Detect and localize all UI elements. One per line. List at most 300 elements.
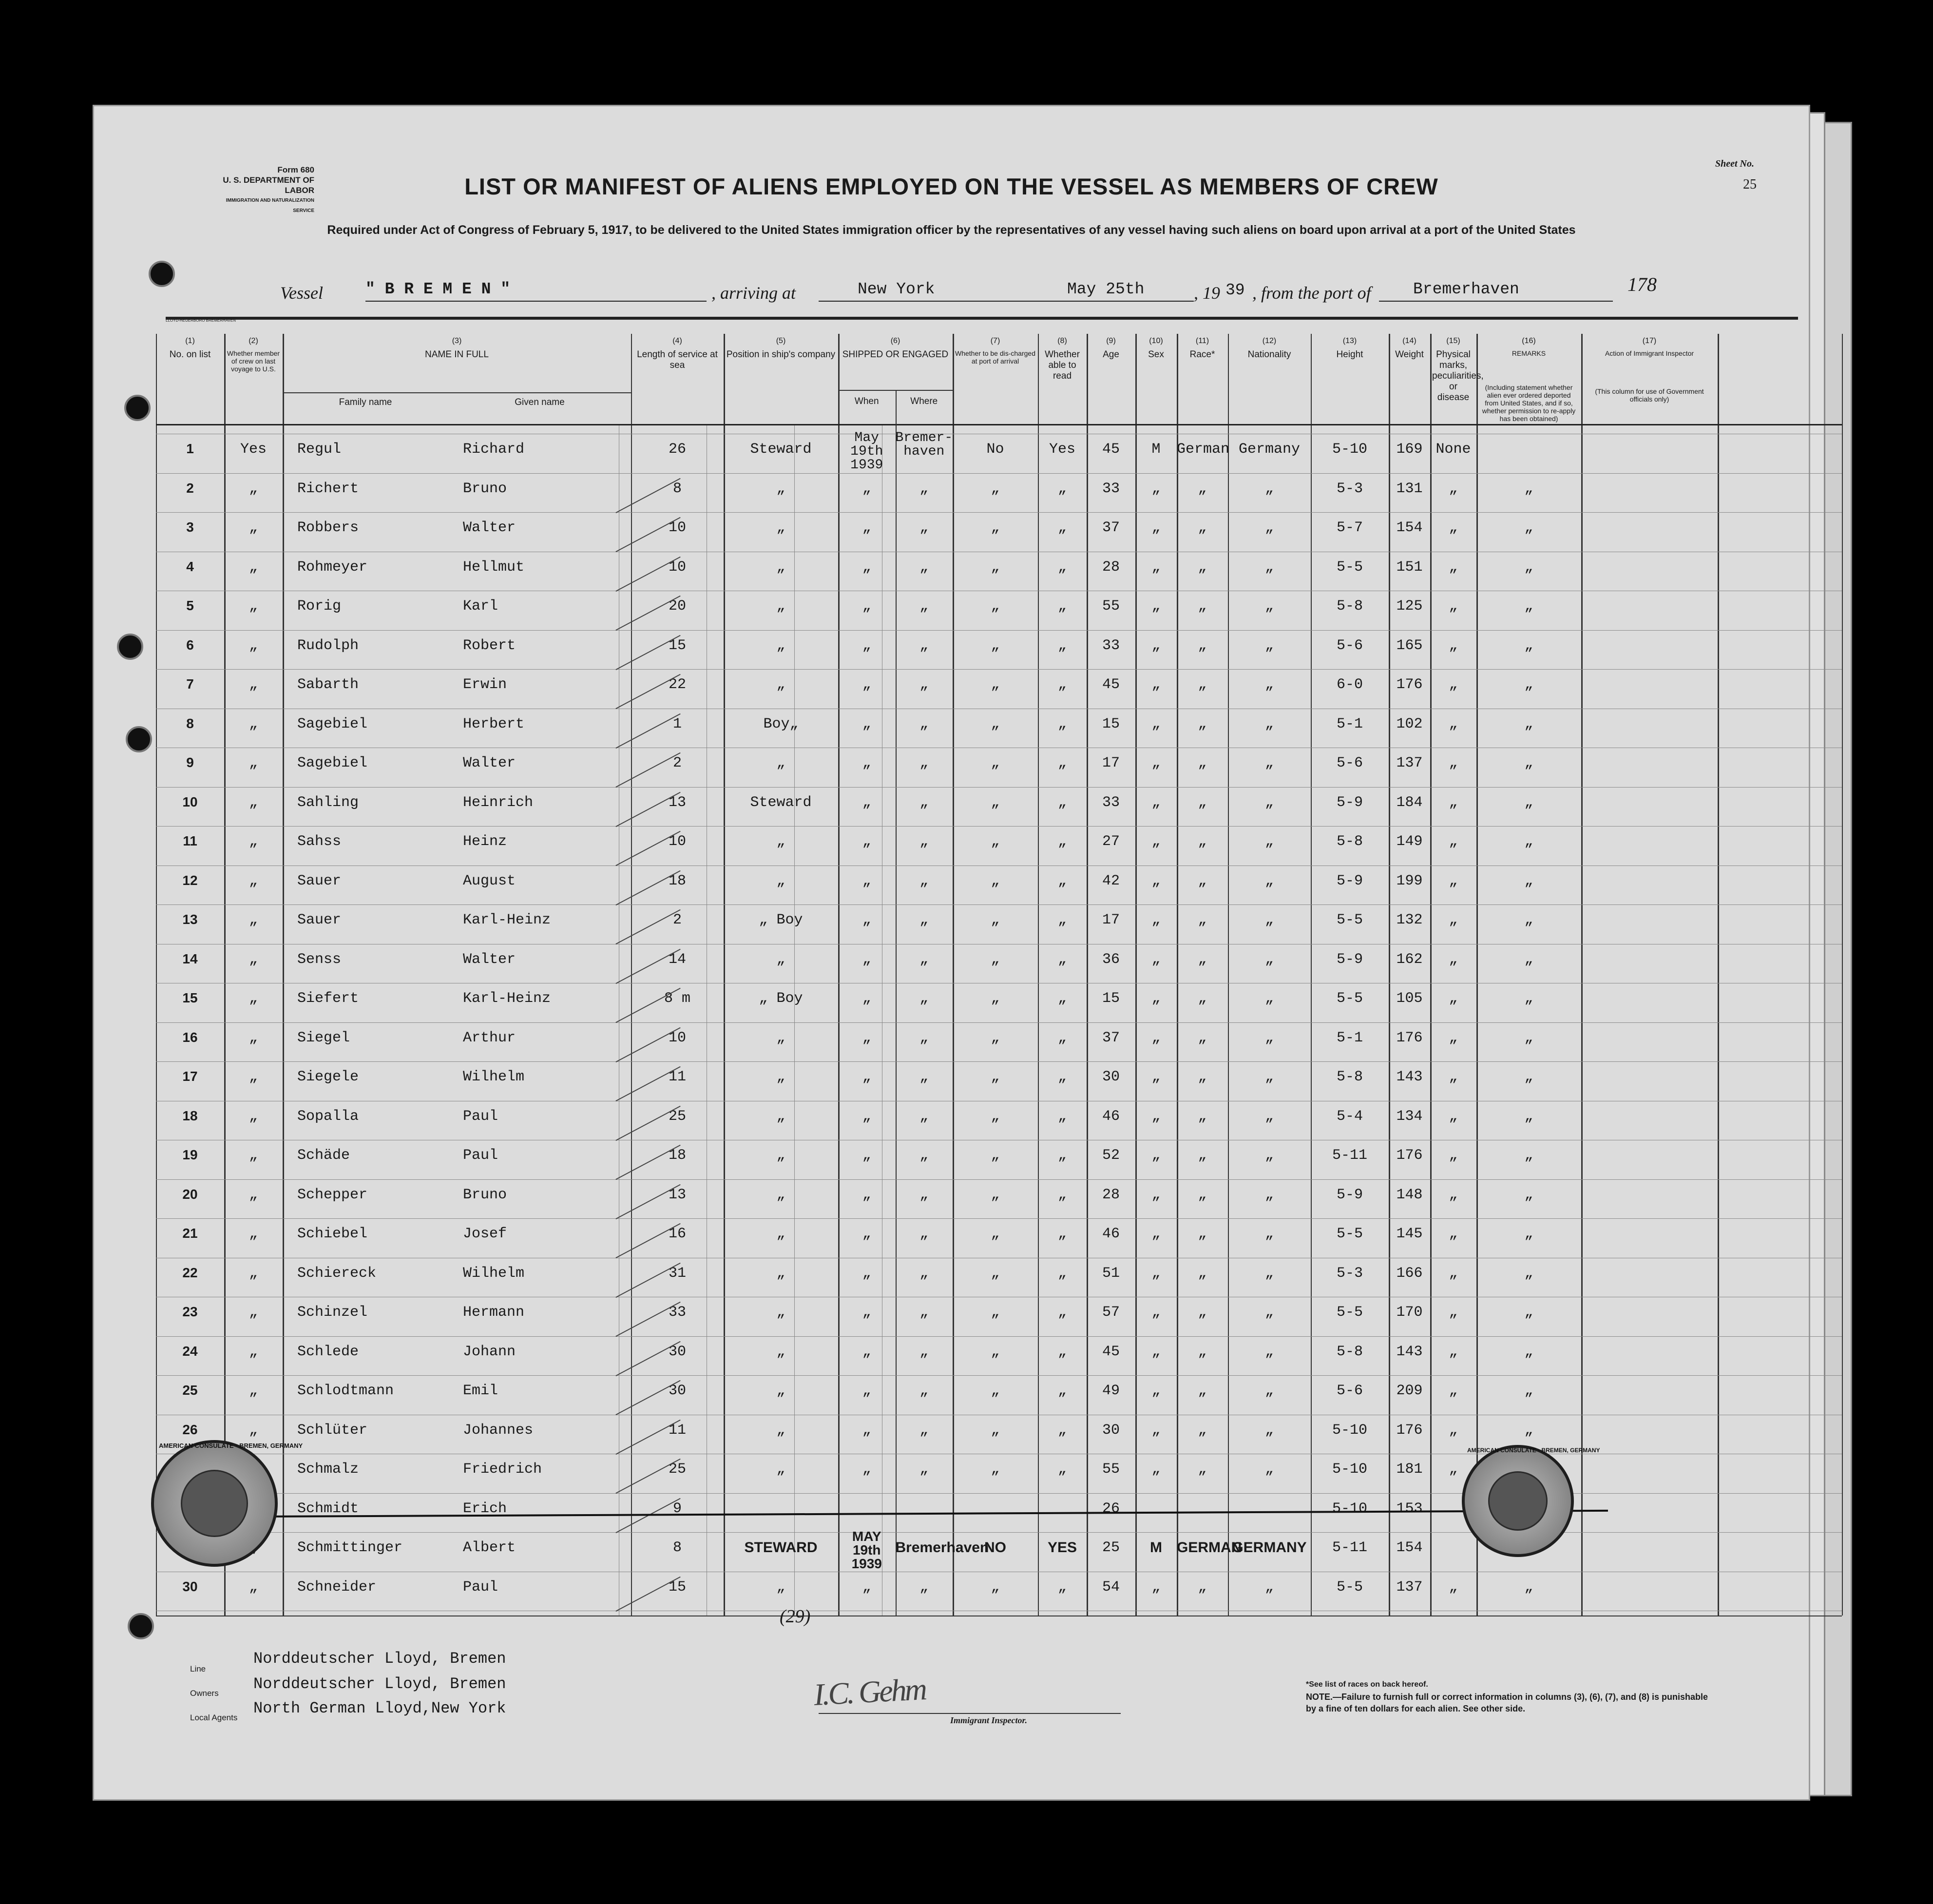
column-divider [1718,334,1719,1616]
cell-age: 42 [1102,872,1120,889]
cell-race: „ [1198,1578,1207,1596]
cell-read: „ [1057,951,1067,968]
cell-position: „ Boy [759,990,803,1007]
cell-prev: „ [249,1383,258,1399]
cell-race: „ [1198,1461,1207,1478]
cell-read: „ [1057,912,1067,928]
cell-prev: „ [249,833,258,850]
cell-where: „ [919,872,929,889]
cell-sex: „ [1151,637,1161,654]
cell-race: „ [1198,990,1207,1007]
cell-sex: „ [1151,1147,1161,1164]
column-number: (2) [249,337,258,345]
cell-where: „ [919,558,929,576]
column-number: (10) [1149,337,1163,345]
cell-sex: „ [1151,558,1161,576]
cell-race: „ [1198,558,1207,576]
cell-where: „ [919,912,929,928]
cell-when: „ [862,1422,871,1439]
line-label: Line [190,1664,206,1673]
cell-discharged: „ [991,558,1000,576]
cell-no: 16 [182,1029,198,1045]
cell-position: Boy„ [763,715,799,732]
row-rule [156,1218,1842,1219]
cell-when: „ [862,1343,871,1360]
cell-height: 5-8 [1336,833,1363,850]
cell-family: Schlede [297,1343,359,1360]
cell-height: 5-9 [1336,794,1363,811]
row-rule [156,1061,1842,1062]
cell-weight: 176 [1396,676,1423,693]
ship-emblem-icon [1488,1471,1548,1531]
cell-race: „ [1198,1147,1207,1164]
cell-no: 30 [182,1578,198,1594]
cell-family: Schlodtmann [297,1383,394,1399]
cell-discharged: „ [991,1461,1000,1478]
cell-weight: 102 [1396,715,1423,732]
cell-weight: 137 [1396,1578,1423,1596]
cell-remarks: „ [1524,1226,1533,1242]
cell-given: Karl-Heinz [463,990,551,1007]
cell-marks: „ [1449,872,1458,889]
cell-discharged: „ [991,1422,1000,1439]
cell-position: „ [776,598,785,615]
cell-age: 17 [1102,912,1120,928]
owners-label: Owners [190,1689,219,1698]
cell-position: „ [776,1029,785,1046]
cell-given: Erich [463,1500,507,1517]
cell-race: „ [1198,755,1207,771]
cell-sex: „ [1151,1304,1161,1321]
cell-marks: „ [1449,755,1458,771]
cell-height: 5-4 [1336,1108,1363,1125]
cell-read: „ [1057,1147,1067,1164]
cell-no: 2 [186,480,194,496]
cell-remarks: „ [1524,1147,1533,1164]
cell-marks: „ [1449,794,1458,811]
cell-service: 15 [668,1578,686,1596]
cell-where: „ [919,637,929,654]
cell-marks: None [1435,441,1471,458]
cell-weight: 131 [1396,480,1423,497]
cell-weight: 143 [1396,1069,1423,1085]
cell-when: „ [862,1029,871,1046]
cell-marks: „ [1449,1069,1458,1085]
cell-weight: 105 [1396,990,1423,1007]
cell-nationality: „ [1264,1461,1274,1478]
cell-family: Schiereck [297,1265,377,1282]
cell-prev: „ [249,519,258,536]
cell-when: „ [862,951,871,968]
cell-remarks: „ [1524,1422,1533,1439]
cell-where: „ [919,1029,929,1046]
sub-header: Family name [339,397,392,407]
cell-height: 5-3 [1336,1265,1363,1282]
cell-service: 31 [668,1265,686,1282]
cell-sex: „ [1151,1265,1161,1282]
cell-marks: „ [1449,637,1458,654]
cell-when: „ [862,715,871,732]
cell-prev: „ [249,1304,258,1321]
cell-age: 33 [1102,480,1120,497]
cell-age: 25 [1102,1539,1120,1556]
remarks-note: (Including statement whether alien ever ordered deported from United States, and if so, whether permission to re-apply has been obtained) [1482,384,1576,423]
cell-prev: „ [249,1226,258,1242]
cell-family: Schlüter [297,1422,368,1439]
cell-read: YES [1047,1539,1077,1556]
cell-prev: „ [249,1147,258,1164]
cell-service: 10 [668,558,686,576]
cell-discharged: „ [991,1029,1000,1046]
seal-left-text: AMERICAN CONSULATE · BREMEN, GERMANY [159,1442,303,1449]
cell-discharged: „ [991,755,1000,771]
cell-prev: „ [249,637,258,654]
cell-age: 55 [1102,598,1120,615]
column-number: (11) [1195,337,1209,345]
cell-discharged: „ [991,1383,1000,1399]
cell-weight: 148 [1396,1186,1423,1203]
cell-given: Arthur [463,1029,516,1046]
cell-read: „ [1057,519,1067,536]
vessel-line [93,273,1810,305]
cell-weight: 184 [1396,794,1423,811]
cell-marks: „ [1449,1304,1458,1321]
arriving-port: New York [819,280,1048,302]
cell-service: 9 [672,1500,682,1517]
cell-prev: Yes [240,441,267,458]
column-header: Height [1336,349,1363,360]
cell-height: 5-7 [1336,519,1363,536]
cell-position: „ [776,1304,785,1321]
cell-age: 26 [1102,1500,1120,1517]
crew-count-note: (29) [780,1606,811,1627]
cell-given: Karl [463,598,498,615]
cell-sex: „ [1151,676,1161,693]
cell-weight: 176 [1396,1422,1423,1439]
cell-race: „ [1198,1304,1207,1321]
column-header: Race* [1189,349,1215,360]
cell-given: Paul [463,1578,498,1596]
cell-prev: „ [249,480,258,497]
cell-age: 46 [1102,1226,1120,1242]
cell-weight: 137 [1396,755,1423,771]
cell-race: „ [1198,833,1207,850]
cell-race: „ [1198,676,1207,693]
cell-service: 8 [672,1539,682,1556]
cell-discharged: „ [991,912,1000,928]
cell-prev: „ [249,1029,258,1046]
cell-discharged: „ [991,872,1000,889]
cell-remarks: „ [1524,951,1533,968]
cell-given: Wilhelm [463,1265,525,1282]
cell-marks: „ [1449,1383,1458,1399]
cell-read: „ [1057,598,1067,615]
cell-height: 5-6 [1336,637,1363,654]
cell-position: „ [776,951,785,968]
cell-no: 22 [182,1265,198,1280]
cell-remarks: „ [1524,676,1533,693]
cell-marks: „ [1449,519,1458,536]
cell-height: 5-11 [1332,1539,1367,1556]
consulate-seal-left [151,1440,303,1567]
cell-nationality: „ [1264,676,1274,693]
sub-header: Given name [515,397,565,407]
cell-remarks: „ [1524,1304,1533,1321]
ship-line-label: LLOYD-HEUERBORO BREMERHAVEN [166,318,236,323]
cell-weight: 154 [1396,1539,1423,1556]
column-header: Action of Immigrant Inspector [1605,349,1694,357]
cell-marks: „ [1449,1186,1458,1203]
cell-given: Herbert [463,715,525,732]
cell-prev: „ [249,1108,258,1125]
cell-prev: „ [249,1422,258,1439]
cell-age: 51 [1102,1265,1120,1282]
cell-family: Sauer [297,872,342,889]
manifest-page [93,105,1810,1801]
cell-discharged: „ [991,1343,1000,1360]
cell-nationality: „ [1264,1108,1274,1125]
cell-when: „ [862,1186,871,1203]
cell-age: 27 [1102,833,1120,850]
cell-no: 20 [182,1186,198,1202]
cell-marks: „ [1449,990,1458,1007]
cell-remarks: „ [1524,1069,1533,1085]
cell-read: „ [1057,872,1067,889]
cell-race: „ [1198,1226,1207,1242]
cell-service: 30 [668,1383,686,1399]
cell-read: „ [1057,1265,1067,1282]
cell-age: 15 [1102,990,1120,1007]
cell-no: 25 [182,1383,198,1398]
cell-prev: „ [249,676,258,693]
cell-remarks: „ [1524,1578,1533,1596]
cell-family: Schiebel [297,1226,368,1242]
cell-sex: „ [1151,872,1161,889]
cell-when: „ [862,519,871,536]
cell-race: „ [1198,480,1207,497]
cell-weight: 176 [1396,1029,1423,1046]
column-header: Weight [1395,349,1424,360]
cell-nationality: „ [1264,755,1274,771]
cell-when: „ [862,637,871,654]
cell-service: 20 [668,598,686,615]
cell-read: „ [1057,1304,1067,1321]
cell-given: August [463,872,516,889]
cell-when: „ [862,480,871,497]
cell-age: 17 [1102,755,1120,771]
cell-height: 5-5 [1336,912,1363,928]
cell-no: 13 [182,912,198,927]
cell-given: Hermann [463,1304,525,1321]
cell-position: „ [776,1461,785,1478]
cell-no: 11 [183,833,197,848]
cell-when: „ [862,1069,871,1085]
binding-hole [117,634,143,660]
cell-prev: „ [249,1343,258,1360]
cell-when: May 19th 1939 [850,430,883,473]
cell-family: Sopalla [297,1108,359,1125]
column-number: (6) [890,337,900,345]
cell-where: „ [919,1304,929,1321]
cell-age: 28 [1102,1186,1120,1203]
cell-sex: M [1151,441,1161,458]
cell-no: 10 [182,794,198,809]
cell-remarks: „ [1524,1029,1533,1046]
cell-service: 25 [668,1108,686,1125]
cell-position: „ [776,1343,785,1360]
cell-position: „ [776,480,785,497]
cell-age: 37 [1102,1029,1120,1046]
cell-service: 18 [668,872,686,889]
inspector-label: Immigrant Inspector. [950,1715,1028,1725]
cell-where: „ [919,1422,929,1439]
cell-marks: „ [1449,715,1458,732]
cell-read: Yes [1049,441,1075,458]
cell-height: 5-9 [1336,1186,1363,1203]
cell-read: „ [1057,1029,1067,1046]
cell-discharged: „ [991,715,1000,732]
cell-where: „ [919,1461,929,1478]
cell-nationality: „ [1264,833,1274,850]
cell-service: 13 [668,1186,686,1203]
cell-service: 14 [668,951,686,968]
cell-weight: 153 [1396,1500,1423,1517]
column-number: (15) [1446,337,1460,345]
cell-sex: „ [1151,1343,1161,1360]
cell-when: „ [862,598,871,615]
cell-height: 5-10 [1332,1500,1367,1517]
cell-race: „ [1198,1383,1207,1399]
column-header: Whether member of crew on last voyage to U.S. [227,349,280,373]
column-header: REMARKS [1512,349,1546,357]
cell-race: „ [1198,637,1207,654]
cell-where: „ [919,1226,929,1242]
cell-when: „ [862,912,871,928]
department-name: U. S. DEPARTMENT OF LABOR [223,175,314,195]
cell-weight: 199 [1396,872,1423,889]
cell-position: „ [776,1186,785,1203]
cell-given: Erwin [463,676,507,693]
seal-right-text: AMERICAN CONSULATE · BREMEN, GERMANY [1467,1447,1600,1454]
column-header: No. on list [169,349,211,360]
cell-marks: „ [1449,598,1458,615]
year-suffix: 39 [1225,281,1245,299]
cell-sex: „ [1151,990,1161,1007]
cell-nationality: „ [1264,1069,1274,1085]
page-subtitle: Required under Act of Congress of February 5, 1917, to be delivered to the United States immigration officer by the representatives of any vessel having such aliens on board upon arrival at a port of the United States [327,223,1576,237]
column-number: (5) [776,337,786,345]
column-number: (12) [1262,337,1277,345]
cell-nationality: „ [1264,1343,1274,1360]
cell-age: 45 [1102,1343,1120,1360]
page-number: 178 [1627,273,1657,295]
cell-when: „ [862,990,871,1007]
column-header: Whether to be dis-charged at port of arrival [955,349,1035,365]
vessel-name: " B R E M E N " [365,280,707,302]
cell-family: Sahling [297,794,359,811]
cell-prev: „ [249,912,258,928]
cell-when: „ [862,1461,871,1478]
cell-height: 5-1 [1336,1029,1363,1046]
row-rule [156,787,1842,788]
cell-height: 5-5 [1336,1226,1363,1242]
column-divider [1581,334,1583,1616]
cell-nationality: „ [1264,715,1274,732]
races-note: *See list of races on back hereof. [1306,1680,1428,1689]
cell-race: „ [1198,872,1207,889]
cell-read: „ [1057,755,1067,771]
cell-height: 5-8 [1336,1069,1363,1085]
cell-discharged: „ [991,598,1000,615]
cell-weight: 176 [1396,1147,1423,1164]
cell-service: 1 [672,715,682,732]
cell-service: 16 [668,1226,686,1242]
cell-where: „ [919,1265,929,1282]
cell-prev: „ [249,990,258,1007]
cell-family: Sauer [297,912,342,928]
cell-service: 2 [672,755,682,771]
cell-family: Siefert [297,990,359,1007]
cell-discharged: „ [991,519,1000,536]
column-number: (8) [1057,337,1067,345]
cell-nationality: „ [1264,1186,1274,1203]
cell-race: „ [1198,1186,1207,1203]
cell-height: 5-3 [1336,480,1363,497]
cell-sex: „ [1151,1069,1161,1085]
cell-race: „ [1198,519,1207,536]
cell-discharged: „ [991,1226,1000,1242]
cell-family: Richert [297,480,359,497]
cell-read: „ [1057,1226,1067,1242]
row-rule [156,865,1842,866]
cell-age: 49 [1102,1383,1120,1399]
cell-given: Bruno [463,1186,507,1203]
cell-position: „ [776,1069,785,1085]
from-label: , from the port of [1252,283,1371,303]
agents-label: Local Agents [190,1713,238,1722]
cell-sex: „ [1151,480,1161,497]
cell-age: 33 [1102,794,1120,811]
cell-weight: 125 [1396,598,1423,615]
column-divider [283,334,284,1616]
cell-position: „ [776,833,785,850]
row-rule [156,473,1842,474]
cell-sex: „ [1151,912,1161,928]
cell-given: Heinz [463,833,507,850]
cell-service: 8 [672,480,682,497]
cell-when: „ [862,755,871,771]
column-header: Whether able to read [1045,349,1080,381]
cell-where: „ [919,1147,929,1164]
cell-family: Robbers [297,519,359,536]
cell-family: Schmidt [297,1500,359,1517]
cell-remarks: „ [1524,1383,1533,1399]
cell-weight: 154 [1396,519,1423,536]
cell-when: „ [862,872,871,889]
column-header: Nationality [1247,349,1291,360]
cell-prev: „ [249,1265,258,1282]
cell-race: „ [1198,1029,1207,1046]
cell-race: „ [1198,912,1207,928]
cell-read: „ [1057,1461,1067,1478]
cell-prev: „ [249,1186,258,1203]
cell-service: 26 [668,441,686,458]
cell-nationality: „ [1264,1383,1274,1399]
cell-weight: 169 [1396,441,1423,458]
cell-given: Richard [463,441,525,458]
cell-when: „ [862,676,871,693]
cell-position: „ [776,1108,785,1125]
